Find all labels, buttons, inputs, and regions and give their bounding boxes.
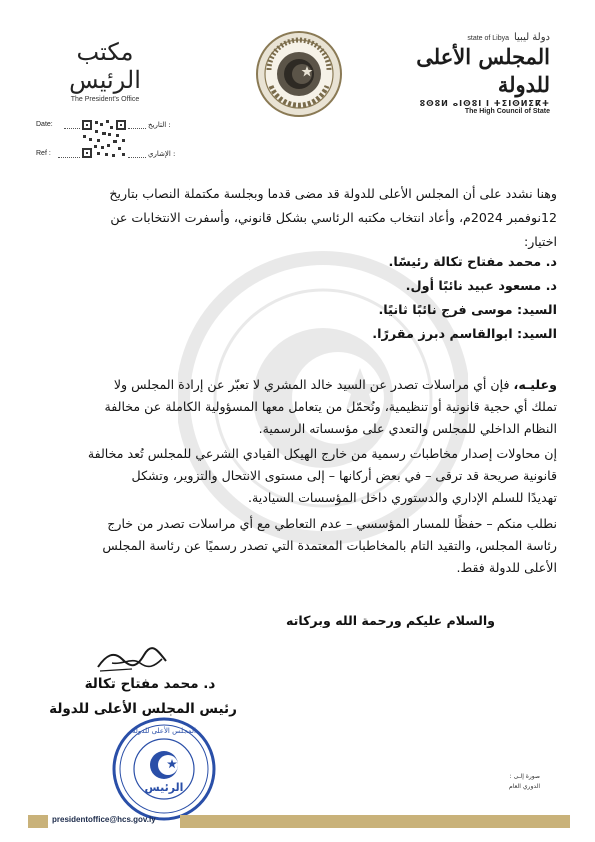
para4-line3: الأعلى للدولة فقط.	[456, 560, 557, 575]
state-of-libya-ar: دولة ليبيا	[513, 32, 550, 43]
date-label-ar: التاريخ :	[148, 121, 171, 129]
handwritten-signature	[92, 645, 172, 675]
council-title-tifinagh: ⵓⵙⵓⵍ ⴰⵏⵙⵓⵏ ⵏ ⵜⵉⵏⵙⵍⵉⴽⵜ	[419, 99, 550, 108]
signatory-name: د. محمد مفتاح تكالة	[84, 676, 216, 692]
qr-code-image	[80, 118, 128, 160]
official-stamp	[110, 715, 218, 823]
ref-label-ar: الإشاري :	[148, 150, 176, 158]
footer-bar-left	[28, 815, 48, 828]
council-title-ar: المجلس الأعلى للدولة	[416, 44, 550, 97]
list-item: السيد: ابوالقاسم دبرز مقررًا.	[372, 327, 557, 342]
ref-line-left	[58, 157, 80, 158]
closing-greeting: والسلام عليكم ورحمة الله وبركاته	[286, 613, 495, 628]
para3-line3: تهديدًا للسلم الإداري والدستوري داخل المؤسسات السيادية.	[247, 490, 557, 505]
list-item: د. محمد مفتاح تكالة رئيسًا.	[388, 255, 557, 270]
para2-line2: تملك أي حجية قانونية أو تنظيمية، ونُحمّل من يتعامل معها المسؤولية الكاملة عن مخالفة	[104, 399, 557, 414]
para1-line1: وهنا نشدد على أن المجلس الأعلى للدولة قد مضى قدما وبجلسة مكتملة النصاب بتاريخ	[109, 186, 557, 201]
ref-line-right	[128, 157, 146, 158]
para2-line1-text: فإن أي مراسلات تصدر عن السيد خالد المشري لا تعبّر عن إرادة المجلس ولا	[113, 377, 514, 392]
presidents-office-header	[50, 38, 160, 103]
para3-line1: إن محاولات إصدار مخاطبات رسمية من خارج الهيكل القيادي الشرعي للمجلس تُعد مخالفة	[87, 446, 557, 461]
para1-line2: 12نوفمبر 2024م، وأعاد انتخاب مكتبه الرئاسي بشكل قانوني، وأسفرت الانتخابات عن	[110, 210, 557, 225]
stamp-label: الرئيس	[144, 781, 184, 794]
footer-email-link[interactable]: presidentoffice@hcs.gov.ly	[52, 815, 156, 824]
cc-line1: صورة إلـى :	[509, 773, 540, 780]
para1-line3: اختيار:	[523, 234, 557, 249]
signatory-title: رئيس المجلس الأعلى للدولة	[49, 701, 237, 717]
list-item: السيد: موسى فرج نائبًا ثانيًا.	[378, 303, 557, 318]
cc-line2: الدوري العام	[509, 783, 540, 790]
presidents-office-title-en: The President's Office	[70, 96, 140, 103]
para4-line2: رئاسة المجلس، والتقيد التام بالمخاطبات المعتمدة التي تصدر رسميًا عن رئاسة المجلس	[102, 538, 557, 553]
para2-lead: وعليـه،	[513, 377, 557, 392]
footer-bar-right	[180, 815, 570, 828]
council-title-en: The High Council of State	[464, 108, 550, 115]
list-item: د. مسعود عبيد نائبًا أول.	[405, 279, 557, 294]
state-of-libya-line	[400, 32, 550, 43]
date-line-right	[128, 128, 146, 129]
para4-line1: نطلب منكم – حفظًا للمسار المؤسسي – عدم التعاطي مع أي مراسلات تصدر من خارج	[107, 516, 557, 531]
letter-body	[38, 183, 557, 603]
para2-line3: النظام الداخلي للمجلس والتعدي على مؤسساته الرسمية.	[258, 421, 557, 436]
state-of-libya-en: state of Libya	[467, 35, 510, 42]
ref-label-en: Ref :	[36, 150, 51, 157]
council-header	[400, 32, 550, 115]
date-label-en: Date:	[36, 121, 53, 128]
stamp-ring-text: المجلس الأعلى للدولة	[132, 727, 196, 735]
presidents-office-title-ar: مكتب الرئيس	[69, 38, 141, 94]
cc-note	[480, 772, 540, 792]
council-emblem-logo	[255, 30, 343, 118]
para2-line1	[38, 374, 557, 395]
para3-line2: قانونية صريحة قد ترقى – في بعض أركانها – إلى مستوى الانتحال والتزوير، وتشكل	[131, 468, 557, 483]
